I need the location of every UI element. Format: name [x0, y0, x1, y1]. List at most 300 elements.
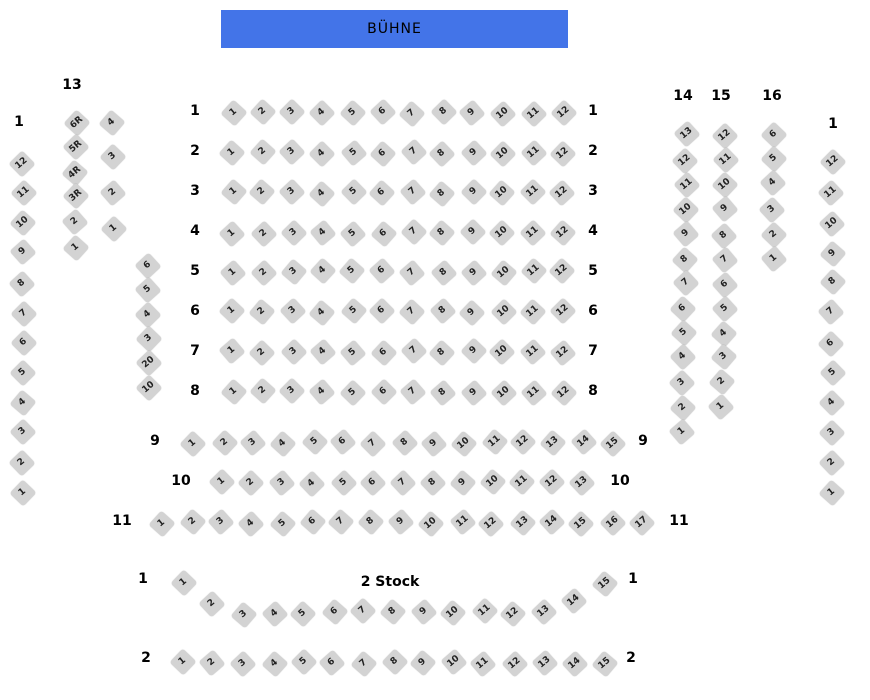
seat-number: 12	[716, 127, 733, 144]
seat-row-4-1[interactable]	[218, 221, 245, 248]
seat-row-7-11[interactable]	[519, 339, 546, 366]
seat-block-13-4R[interactable]	[62, 159, 89, 186]
seat-block-13-5R[interactable]	[62, 134, 89, 161]
seat-row-1-7[interactable]	[399, 100, 426, 127]
seat-col-16-4[interactable]	[759, 170, 786, 197]
seat-row-11-6[interactable]	[299, 509, 326, 536]
seat-row-5-5[interactable]	[338, 258, 365, 285]
seat-row-4-11[interactable]	[520, 219, 547, 246]
seat-stock2-row-2-1[interactable]	[169, 648, 196, 675]
seat-stock2-row-1-1[interactable]	[170, 569, 197, 596]
seat-number: 3	[237, 608, 249, 621]
seat-row-8-12[interactable]	[550, 380, 577, 407]
seat-row-9-10[interactable]	[451, 431, 478, 458]
seat-block-13-3R[interactable]	[63, 183, 90, 210]
seat-row-5-10[interactable]	[490, 259, 517, 286]
seat-col-15-4[interactable]	[711, 321, 738, 348]
seat-number: 2	[186, 515, 198, 528]
seat-row-4-6[interactable]	[371, 220, 398, 247]
seat-col-14-4[interactable]	[669, 344, 696, 371]
seat-number: 7	[18, 307, 30, 320]
seat-col-16-5[interactable]	[761, 145, 788, 172]
seat-left-wall-9[interactable]	[9, 239, 36, 266]
seat-row-4-5[interactable]	[340, 221, 367, 248]
seat-row-1-1[interactable]	[221, 100, 248, 127]
seat-mid-left-5[interactable]	[135, 277, 162, 304]
seat-stock2-row-2-7[interactable]	[350, 651, 377, 678]
seat-number: 4	[106, 116, 118, 129]
seat-row-7-10[interactable]	[489, 338, 516, 365]
seat-stock2-row-2-13[interactable]	[532, 650, 559, 677]
seat-col-15-12[interactable]	[711, 123, 738, 150]
seat-number: 9	[395, 515, 407, 528]
seat-block-13-4[interactable]	[99, 110, 126, 137]
seat-right-wall-11[interactable]	[817, 179, 844, 206]
seat-row-5-1[interactable]	[220, 260, 247, 287]
seat-number: 7	[405, 305, 418, 318]
seat-row-2-9[interactable]	[460, 140, 487, 167]
seat-number: 8	[436, 187, 448, 200]
seat-row-6-11[interactable]	[519, 298, 546, 325]
seat-row-6-10[interactable]	[490, 298, 517, 325]
seat-row-11-2[interactable]	[179, 509, 206, 536]
seat-row-11-13[interactable]	[510, 510, 537, 537]
seat-row-2-3[interactable]	[279, 139, 306, 166]
seat-row-11-17[interactable]	[628, 510, 655, 537]
seat-right-wall-5[interactable]	[820, 359, 847, 386]
seat-right-wall-9[interactable]	[819, 240, 846, 267]
seat-row-1-11[interactable]	[521, 100, 548, 127]
seat-col-14-3[interactable]	[669, 370, 696, 397]
seat-col-15-5[interactable]	[712, 296, 739, 323]
seat-row-9-6[interactable]	[329, 429, 356, 456]
seat-row-8-3[interactable]	[279, 378, 306, 405]
seat-row-8-5[interactable]	[339, 380, 366, 407]
seat-block-13-1[interactable]	[62, 235, 89, 262]
seat-row-3-1[interactable]	[221, 179, 248, 206]
seat-row-3-12[interactable]	[549, 180, 576, 207]
seat-col-15-3[interactable]	[711, 344, 738, 371]
seat-col-14-2[interactable]	[670, 395, 697, 422]
seat-row-3-11[interactable]	[519, 179, 546, 206]
seat-stock2-row-1-7[interactable]	[350, 598, 377, 625]
seat-row-5-12[interactable]	[548, 258, 575, 285]
seat-row-7-4[interactable]	[309, 339, 336, 366]
seat-row-10-1[interactable]	[208, 469, 235, 496]
seat-row-9-15[interactable]	[600, 431, 627, 458]
seat-row-11-9[interactable]	[388, 509, 415, 536]
seat-row-10-2[interactable]	[238, 470, 265, 497]
seat-number: 12	[482, 516, 499, 532]
seat-col-14-13[interactable]	[674, 120, 701, 147]
seat-stock2-row-2-10[interactable]	[440, 649, 467, 676]
seat-stock2-row-1-9[interactable]	[410, 598, 437, 625]
seat-row-2-6[interactable]	[370, 141, 397, 168]
seat-row-6-4[interactable]	[308, 299, 335, 326]
seat-stock2-row-2-3[interactable]	[229, 651, 256, 678]
seat-col-15-11[interactable]	[712, 146, 739, 173]
seat-row-8-9[interactable]	[461, 380, 488, 407]
seat-row-6-8[interactable]	[430, 298, 457, 325]
seat-row-11-5[interactable]	[270, 510, 297, 537]
seat-row-10-3[interactable]	[269, 470, 296, 497]
seat-row-1-9[interactable]	[459, 100, 486, 127]
seat-left-wall-1[interactable]	[10, 480, 37, 507]
seat-row-3-10[interactable]	[489, 179, 516, 206]
seat-stock2-row-2-8[interactable]	[381, 648, 408, 675]
seat-row-9-14[interactable]	[571, 428, 598, 455]
seat-stock2-row-2-11[interactable]	[470, 651, 497, 678]
seat-row-6-9[interactable]	[459, 299, 486, 326]
seat-row-4-10[interactable]	[489, 220, 516, 247]
seat-row-5-6[interactable]	[369, 257, 396, 284]
seat-row-10-12[interactable]	[538, 469, 565, 496]
seat-stock2-row-1-11[interactable]	[472, 598, 499, 625]
seat-col-15-2[interactable]	[709, 368, 736, 395]
seat-row-8-4[interactable]	[309, 378, 336, 405]
seat-number: 3	[285, 185, 298, 198]
seat-col-15-7[interactable]	[712, 246, 739, 273]
seat-mid-left-6[interactable]	[135, 252, 162, 279]
seat-row-7-2[interactable]	[248, 340, 275, 367]
seat-row-10-4[interactable]	[299, 471, 326, 498]
seat-number: 8	[678, 254, 690, 266]
seat-row-1-8[interactable]	[430, 99, 457, 126]
seat-row-9-13[interactable]	[539, 429, 566, 456]
seat-stock2-row-1-3[interactable]	[230, 601, 257, 628]
seat-number: 3	[106, 151, 118, 163]
seat-number: 8	[364, 515, 377, 528]
seat-stock2-row-1-2[interactable]	[198, 590, 225, 617]
seat-row-11-11[interactable]	[450, 509, 477, 536]
seat-row-6-3[interactable]	[279, 297, 306, 324]
seat-stock2-row-1-15[interactable]	[592, 570, 619, 597]
seat-row-7-1[interactable]	[218, 337, 245, 364]
seat-row-3-2[interactable]	[249, 178, 276, 205]
seat-number: 8	[436, 305, 449, 317]
seat-row-11-8[interactable]	[357, 509, 384, 536]
seat-row-1-5[interactable]	[339, 100, 366, 127]
seat-mid-left-4[interactable]	[135, 302, 162, 329]
seat-stock2-row-2-9[interactable]	[409, 649, 436, 676]
row-1-label-right: 1	[588, 103, 598, 119]
seat-number: 11	[513, 473, 530, 490]
seat-number: 7	[405, 266, 418, 279]
seat-right-wall-3[interactable]	[819, 420, 846, 447]
seat-col-15-1[interactable]	[708, 393, 735, 420]
seat-row-9-2[interactable]	[211, 429, 238, 456]
seat-number: 4	[306, 478, 318, 490]
seat-row-5-8[interactable]	[431, 260, 458, 287]
seat-right-wall-12[interactable]	[820, 148, 847, 175]
seat-stock2-row-1-6[interactable]	[321, 599, 348, 626]
seat-stock2-row-2-12[interactable]	[502, 651, 529, 678]
seat-stock2-row-1-5[interactable]	[289, 600, 316, 627]
seat-row-2-2[interactable]	[249, 139, 276, 166]
seat-row-3-7[interactable]	[400, 179, 427, 206]
seat-col-15-6[interactable]	[711, 272, 738, 299]
seat-row-6-7[interactable]	[398, 299, 425, 326]
seat-row-7-6[interactable]	[371, 340, 398, 367]
seat-row-11-7[interactable]	[328, 508, 355, 535]
seat-row-4-9[interactable]	[459, 219, 486, 246]
seat-row-8-7[interactable]	[399, 379, 426, 406]
seat-row-7-7[interactable]	[401, 338, 428, 365]
seat-row-8-11[interactable]	[521, 379, 548, 406]
seat-row-4-4[interactable]	[310, 220, 337, 247]
seat-number: 1	[69, 241, 81, 254]
seat-stock2-row-2-14[interactable]	[561, 650, 588, 677]
seat-row-11-10[interactable]	[418, 511, 445, 538]
seat-row-4-12[interactable]	[549, 220, 576, 247]
seat-stock2-row-1-10[interactable]	[439, 600, 466, 627]
seat-row-9-12[interactable]	[510, 428, 537, 455]
seat-number: 2	[106, 186, 119, 199]
seat-number: 3	[676, 377, 688, 389]
seat-stock2-row-2-15[interactable]	[592, 650, 619, 677]
seat-row-6-12[interactable]	[549, 298, 576, 325]
seat-block-13-1[interactable]	[101, 215, 128, 242]
seat-row-2-7[interactable]	[401, 139, 428, 166]
seat-row-10-11[interactable]	[508, 468, 535, 495]
seat-row-7-8[interactable]	[429, 339, 456, 366]
seat-block-13-3[interactable]	[99, 144, 126, 171]
seat-row-3-6[interactable]	[369, 180, 396, 207]
seat-stock2-row-1-14[interactable]	[561, 588, 588, 615]
seat-number: 20	[140, 354, 157, 371]
seat-row-1-10[interactable]	[490, 101, 517, 128]
seat-col-16-3[interactable]	[759, 196, 786, 223]
seat-left-wall-10[interactable]	[10, 209, 37, 236]
seat-number: 12	[504, 605, 521, 622]
seat-col-14-1[interactable]	[669, 418, 696, 445]
seat-right-wall-6[interactable]	[818, 331, 845, 358]
seat-left-wall-3[interactable]	[10, 418, 37, 445]
seat-left-wall-8[interactable]	[9, 271, 36, 298]
seat-number: 13	[574, 475, 591, 491]
seat-col-14-9[interactable]	[672, 220, 699, 247]
seat-row-6-6[interactable]	[368, 297, 395, 324]
seat-row-8-1[interactable]	[221, 379, 248, 406]
seat-col-16-2[interactable]	[760, 221, 787, 248]
seat-row-8-8[interactable]	[430, 380, 457, 407]
seat-row-5-9[interactable]	[461, 259, 488, 286]
seat-right-wall-7[interactable]	[817, 299, 844, 326]
seat-row-10-6[interactable]	[359, 470, 386, 497]
seat-row-3-4[interactable]	[308, 180, 335, 207]
seat-number: 5	[347, 304, 359, 317]
seat-number: 12	[553, 263, 570, 279]
seat-col-16-1[interactable]	[760, 245, 787, 272]
seat-row-11-1[interactable]	[148, 510, 175, 537]
seat-row-10-9[interactable]	[450, 470, 477, 497]
seat-row-9-9[interactable]	[420, 430, 447, 457]
seat-mid-left-10[interactable]	[135, 375, 162, 402]
seat-row-4-2[interactable]	[251, 220, 278, 247]
seat-row-10-8[interactable]	[420, 470, 447, 497]
seat-number: 7	[719, 253, 731, 266]
seat-number: 5	[346, 106, 359, 119]
seat-row-7-9[interactable]	[460, 338, 487, 365]
seat-row-6-1[interactable]	[218, 298, 245, 325]
seat-left-wall-11[interactable]	[10, 180, 37, 207]
seat-right-wall-2[interactable]	[819, 450, 846, 477]
seat-row-5-2[interactable]	[251, 259, 278, 286]
seat-block-13-2[interactable]	[99, 179, 126, 206]
seat-row-9-1[interactable]	[180, 431, 207, 458]
seat-number: 1	[228, 107, 240, 119]
seat-row-2-5[interactable]	[340, 140, 367, 167]
row-5-label-left: 5	[190, 263, 200, 279]
seat-row-11-14[interactable]	[539, 509, 566, 536]
seat-row-4-7[interactable]	[400, 219, 427, 246]
seat-left-wall-5[interactable]	[10, 360, 37, 387]
seat-stock2-row-2-2[interactable]	[198, 649, 225, 676]
seat-number: 1	[826, 487, 838, 499]
seat-col-14-5[interactable]	[671, 319, 698, 346]
seat-number: 2	[767, 228, 779, 241]
seat-number: 4	[315, 187, 328, 199]
seat-row-8-6[interactable]	[371, 378, 398, 405]
seat-row-11-4[interactable]	[237, 511, 264, 538]
seat-row-11-12[interactable]	[478, 511, 505, 538]
seat-row-5-7[interactable]	[398, 260, 425, 287]
seat-stock2-row-1-4[interactable]	[261, 600, 288, 627]
seat-row-6-2[interactable]	[249, 298, 276, 325]
seat-col-14-6[interactable]	[670, 296, 697, 323]
seat-row-1-2[interactable]	[250, 99, 277, 126]
seat-row-8-10[interactable]	[491, 380, 518, 407]
seat-stock2-row-2-6[interactable]	[319, 650, 346, 677]
seat-number: 4	[718, 327, 730, 340]
seat-row-7-3[interactable]	[281, 338, 308, 365]
seat-row-4-3[interactable]	[280, 220, 307, 247]
seat-left-wall-6[interactable]	[10, 330, 37, 357]
seat-number: 12	[555, 104, 572, 121]
seat-row-10-10[interactable]	[480, 468, 507, 495]
seat-col-15-9[interactable]	[711, 195, 738, 222]
seat-row-9-3[interactable]	[239, 429, 266, 456]
seat-row-1-3[interactable]	[279, 99, 306, 126]
seat-left-wall-2[interactable]	[8, 450, 35, 477]
seat-stock2-row-2-4[interactable]	[261, 650, 288, 677]
seat-row-10-5[interactable]	[330, 470, 357, 497]
seat-row-7-12[interactable]	[550, 340, 577, 367]
seat-col-14-10[interactable]	[673, 196, 700, 223]
seat-block-13-6R[interactable]	[64, 109, 91, 136]
seat-number: 3	[286, 384, 298, 397]
seat-row-5-11[interactable]	[520, 257, 547, 284]
seat-row-10-7[interactable]	[389, 470, 416, 497]
seat-number: 10	[494, 343, 511, 360]
seat-number: 1	[177, 576, 190, 589]
seat-number: 5	[347, 347, 359, 359]
seat-row-2-4[interactable]	[309, 140, 336, 167]
seat-row-1-6[interactable]	[370, 99, 397, 126]
seat-row-8-2[interactable]	[250, 378, 277, 405]
seat-row-9-8[interactable]	[392, 429, 419, 456]
seat-mid-left-20[interactable]	[135, 350, 162, 377]
seat-row-3-5[interactable]	[340, 179, 367, 206]
seat-col-16-6[interactable]	[760, 122, 787, 149]
seat-number: 10	[140, 380, 157, 396]
seat-stock2-row-1-8[interactable]	[380, 598, 407, 625]
seat-row-1-12[interactable]	[550, 100, 577, 127]
seat-row-11-16[interactable]	[599, 509, 626, 536]
seat-number: 2	[256, 145, 269, 158]
seat-col-15-10[interactable]	[711, 172, 738, 199]
seat-row-9-11[interactable]	[482, 429, 509, 456]
seat-number: 7	[407, 186, 419, 198]
seat-number: 12	[553, 184, 570, 201]
seat-row-6-5[interactable]	[340, 297, 367, 324]
seat-number: 6	[377, 106, 389, 118]
seat-row-4-8[interactable]	[429, 219, 456, 246]
seat-number: 2	[218, 436, 230, 449]
seat-number: 14	[566, 655, 583, 672]
seat-left-wall-12[interactable]	[9, 150, 36, 177]
seat-right-wall-8[interactable]	[819, 268, 846, 295]
seat-left-wall-7[interactable]	[11, 300, 38, 327]
seat-number: 7	[366, 438, 379, 450]
seat-col-15-8[interactable]	[710, 222, 737, 249]
seat-row-2-11[interactable]	[520, 139, 547, 166]
seat-row-3-9[interactable]	[460, 179, 487, 206]
seat-number: 2	[205, 597, 217, 610]
seat-number: 1	[225, 305, 238, 317]
seat-row-7-5[interactable]	[340, 340, 367, 367]
col-15-label: 15	[711, 88, 731, 104]
seat-row-2-8[interactable]	[429, 140, 456, 167]
seat-right-wall-4[interactable]	[818, 390, 845, 417]
seat-col-14-7[interactable]	[672, 270, 699, 297]
seat-left-wall-4[interactable]	[10, 390, 37, 417]
seat-row-9-7[interactable]	[360, 431, 387, 458]
seat-right-wall-10[interactable]	[818, 210, 845, 237]
seat-row-3-8[interactable]	[429, 180, 456, 207]
seat-number: 5	[347, 228, 359, 240]
seat-number: 5	[142, 284, 154, 296]
seat-number: 2	[255, 347, 267, 359]
seat-col-14-11[interactable]	[674, 171, 701, 198]
seat-row-11-3[interactable]	[208, 508, 235, 535]
seat-number: 5	[719, 303, 731, 315]
seat-number: 6	[378, 347, 390, 359]
seat-number: 8	[386, 605, 399, 618]
seat-row-11-15[interactable]	[568, 510, 595, 537]
seat-row-3-3[interactable]	[278, 178, 305, 205]
seat-row-1-4[interactable]	[309, 99, 336, 126]
seat-row-5-3[interactable]	[280, 259, 307, 286]
seat-col-14-12[interactable]	[672, 147, 699, 174]
seat-row-5-4[interactable]	[310, 257, 337, 284]
seat-row-10-13[interactable]	[569, 470, 596, 497]
seat-row-2-1[interactable]	[219, 139, 246, 166]
row-7-label-right: 7	[588, 343, 598, 359]
seat-row-2-12[interactable]	[549, 140, 576, 167]
seat-row-9-4[interactable]	[269, 431, 296, 458]
seat-stock2-row-1-12[interactable]	[500, 600, 527, 627]
seat-row-9-5[interactable]	[301, 429, 328, 456]
seat-stock2-row-2-5[interactable]	[290, 649, 317, 676]
seat-stock2-row-1-13[interactable]	[530, 599, 557, 626]
seat-right-wall-1[interactable]	[819, 480, 846, 507]
seat-number: 11	[525, 144, 542, 161]
seat-block-13-2[interactable]	[61, 208, 88, 235]
seat-row-2-10[interactable]	[490, 140, 517, 167]
seat-number: 9	[468, 266, 480, 279]
seat-mid-left-3[interactable]	[136, 326, 163, 353]
